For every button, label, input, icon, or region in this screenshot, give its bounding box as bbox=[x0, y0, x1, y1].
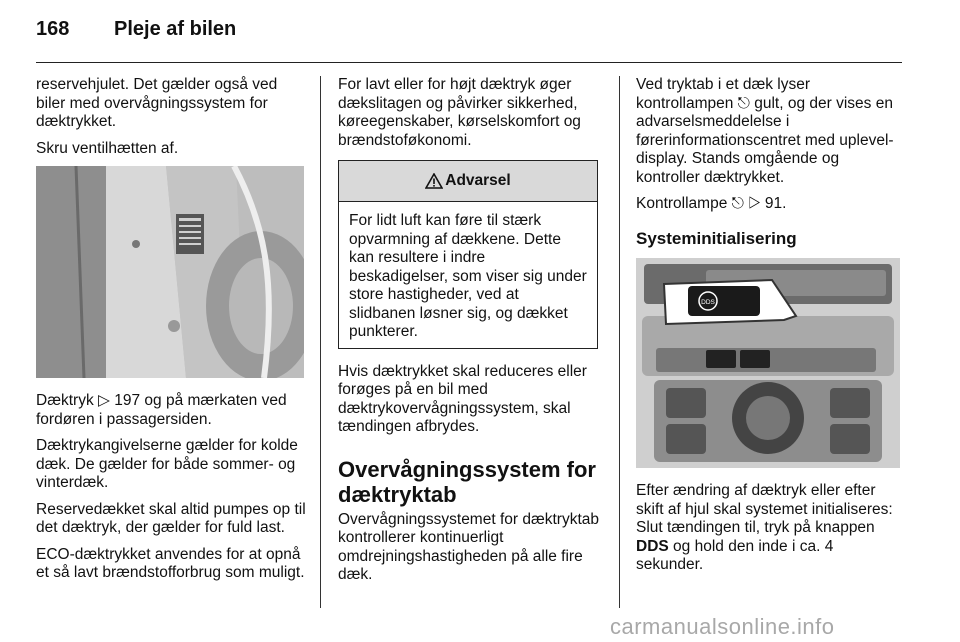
column-divider bbox=[619, 76, 620, 608]
warning-header bbox=[339, 161, 597, 202]
warning-text: For lidt luft kan føre til stærk opvarmning af dækkene. Dette kan resultere i indre beskadigelser, som viser sig under store hastigheder, ved at slidbanen løsner sig, og dækket punkterer. bbox=[349, 212, 587, 340]
column-1 bbox=[36, 76, 306, 591]
page-title: Pleje af bilen bbox=[114, 18, 237, 40]
paragraph: Efter ændring af dæktryk eller efter skift af hjul skal systemet initialiseres: Slut tændingen til, tryk på knappen DDS og hold den inde i ca. 4 sekunder. bbox=[636, 482, 893, 573]
page-number: 168 bbox=[36, 18, 70, 40]
warning-box bbox=[338, 160, 598, 349]
column-divider bbox=[320, 76, 321, 608]
section-heading: Overvågningssystem for dæktryktab bbox=[338, 456, 596, 507]
paragraph: Dæktryk ▷ 197 og på mærkaten ved fordøren i passagersiden. bbox=[36, 392, 287, 428]
paragraph: ECO-dæktrykket anvendes for at opnå et så lavt brændstofforbrug som muligt. bbox=[36, 545, 305, 581]
paragraph: Kontrollampe ⎋ ▷ 91. bbox=[636, 195, 787, 212]
page-header bbox=[36, 18, 236, 48]
paragraph: reservehjulet. Det gælder også ved biler med overvågningssystem for dæktrykket. bbox=[36, 76, 278, 130]
page-reference-icon: ▷ bbox=[748, 195, 761, 212]
watermark: carmanualsonline.info bbox=[610, 614, 835, 639]
paragraph: Ved tryktab i et dæk lyser kontrollampen ⎋ gult, og der vises en advarselsmeddelelse i førerinformationscentret med uplevel-display. Stands omgående og kontroller dæktrykket. bbox=[636, 76, 894, 186]
section-heading: Systeminitialisering bbox=[636, 228, 797, 248]
tyre-pressure-label-photo bbox=[36, 166, 304, 378]
paragraph: Overvågningssystemet for dæktryktab kontrollerer kontinuerligt omdrejningshastigheden på alle fire dæk. bbox=[338, 510, 600, 583]
warning-triangle-icon bbox=[425, 173, 443, 189]
column-3 bbox=[636, 76, 904, 583]
paragraph: For lavt eller for højt dæktryk øger dækslitagen og påvirker sikkerhed, køreegenskaber, kørselskomfort og brændstoføkonomi. bbox=[338, 76, 581, 149]
warning-title: Advarsel bbox=[445, 171, 511, 189]
paragraph: Hvis dæktrykket skal reduceres eller forøges på en bil med dæktrykovervågningssystem, skal tændingen afbrydes. bbox=[338, 362, 587, 435]
tyre-pressure-warning-icon: ⎋ bbox=[731, 195, 744, 212]
paragraph: Reservedækket skal altid pumpes op til det dæktryk, der gælder for fuld last. bbox=[36, 500, 306, 536]
paragraph: Dæktrykangivelserne gælder for kolde dæk. De gælder for både sommer- og vinterdæk. bbox=[36, 437, 298, 491]
paragraph: Skru ventilhætten af. bbox=[36, 139, 179, 157]
tyre-pressure-warning-icon: ⎋ bbox=[737, 94, 750, 112]
header-rule bbox=[36, 62, 902, 63]
page-reference-icon: ▷ bbox=[98, 392, 110, 409]
column-2 bbox=[338, 76, 604, 593]
center-console-photo bbox=[636, 258, 900, 468]
dds-button-label: DDS bbox=[701, 299, 715, 306]
